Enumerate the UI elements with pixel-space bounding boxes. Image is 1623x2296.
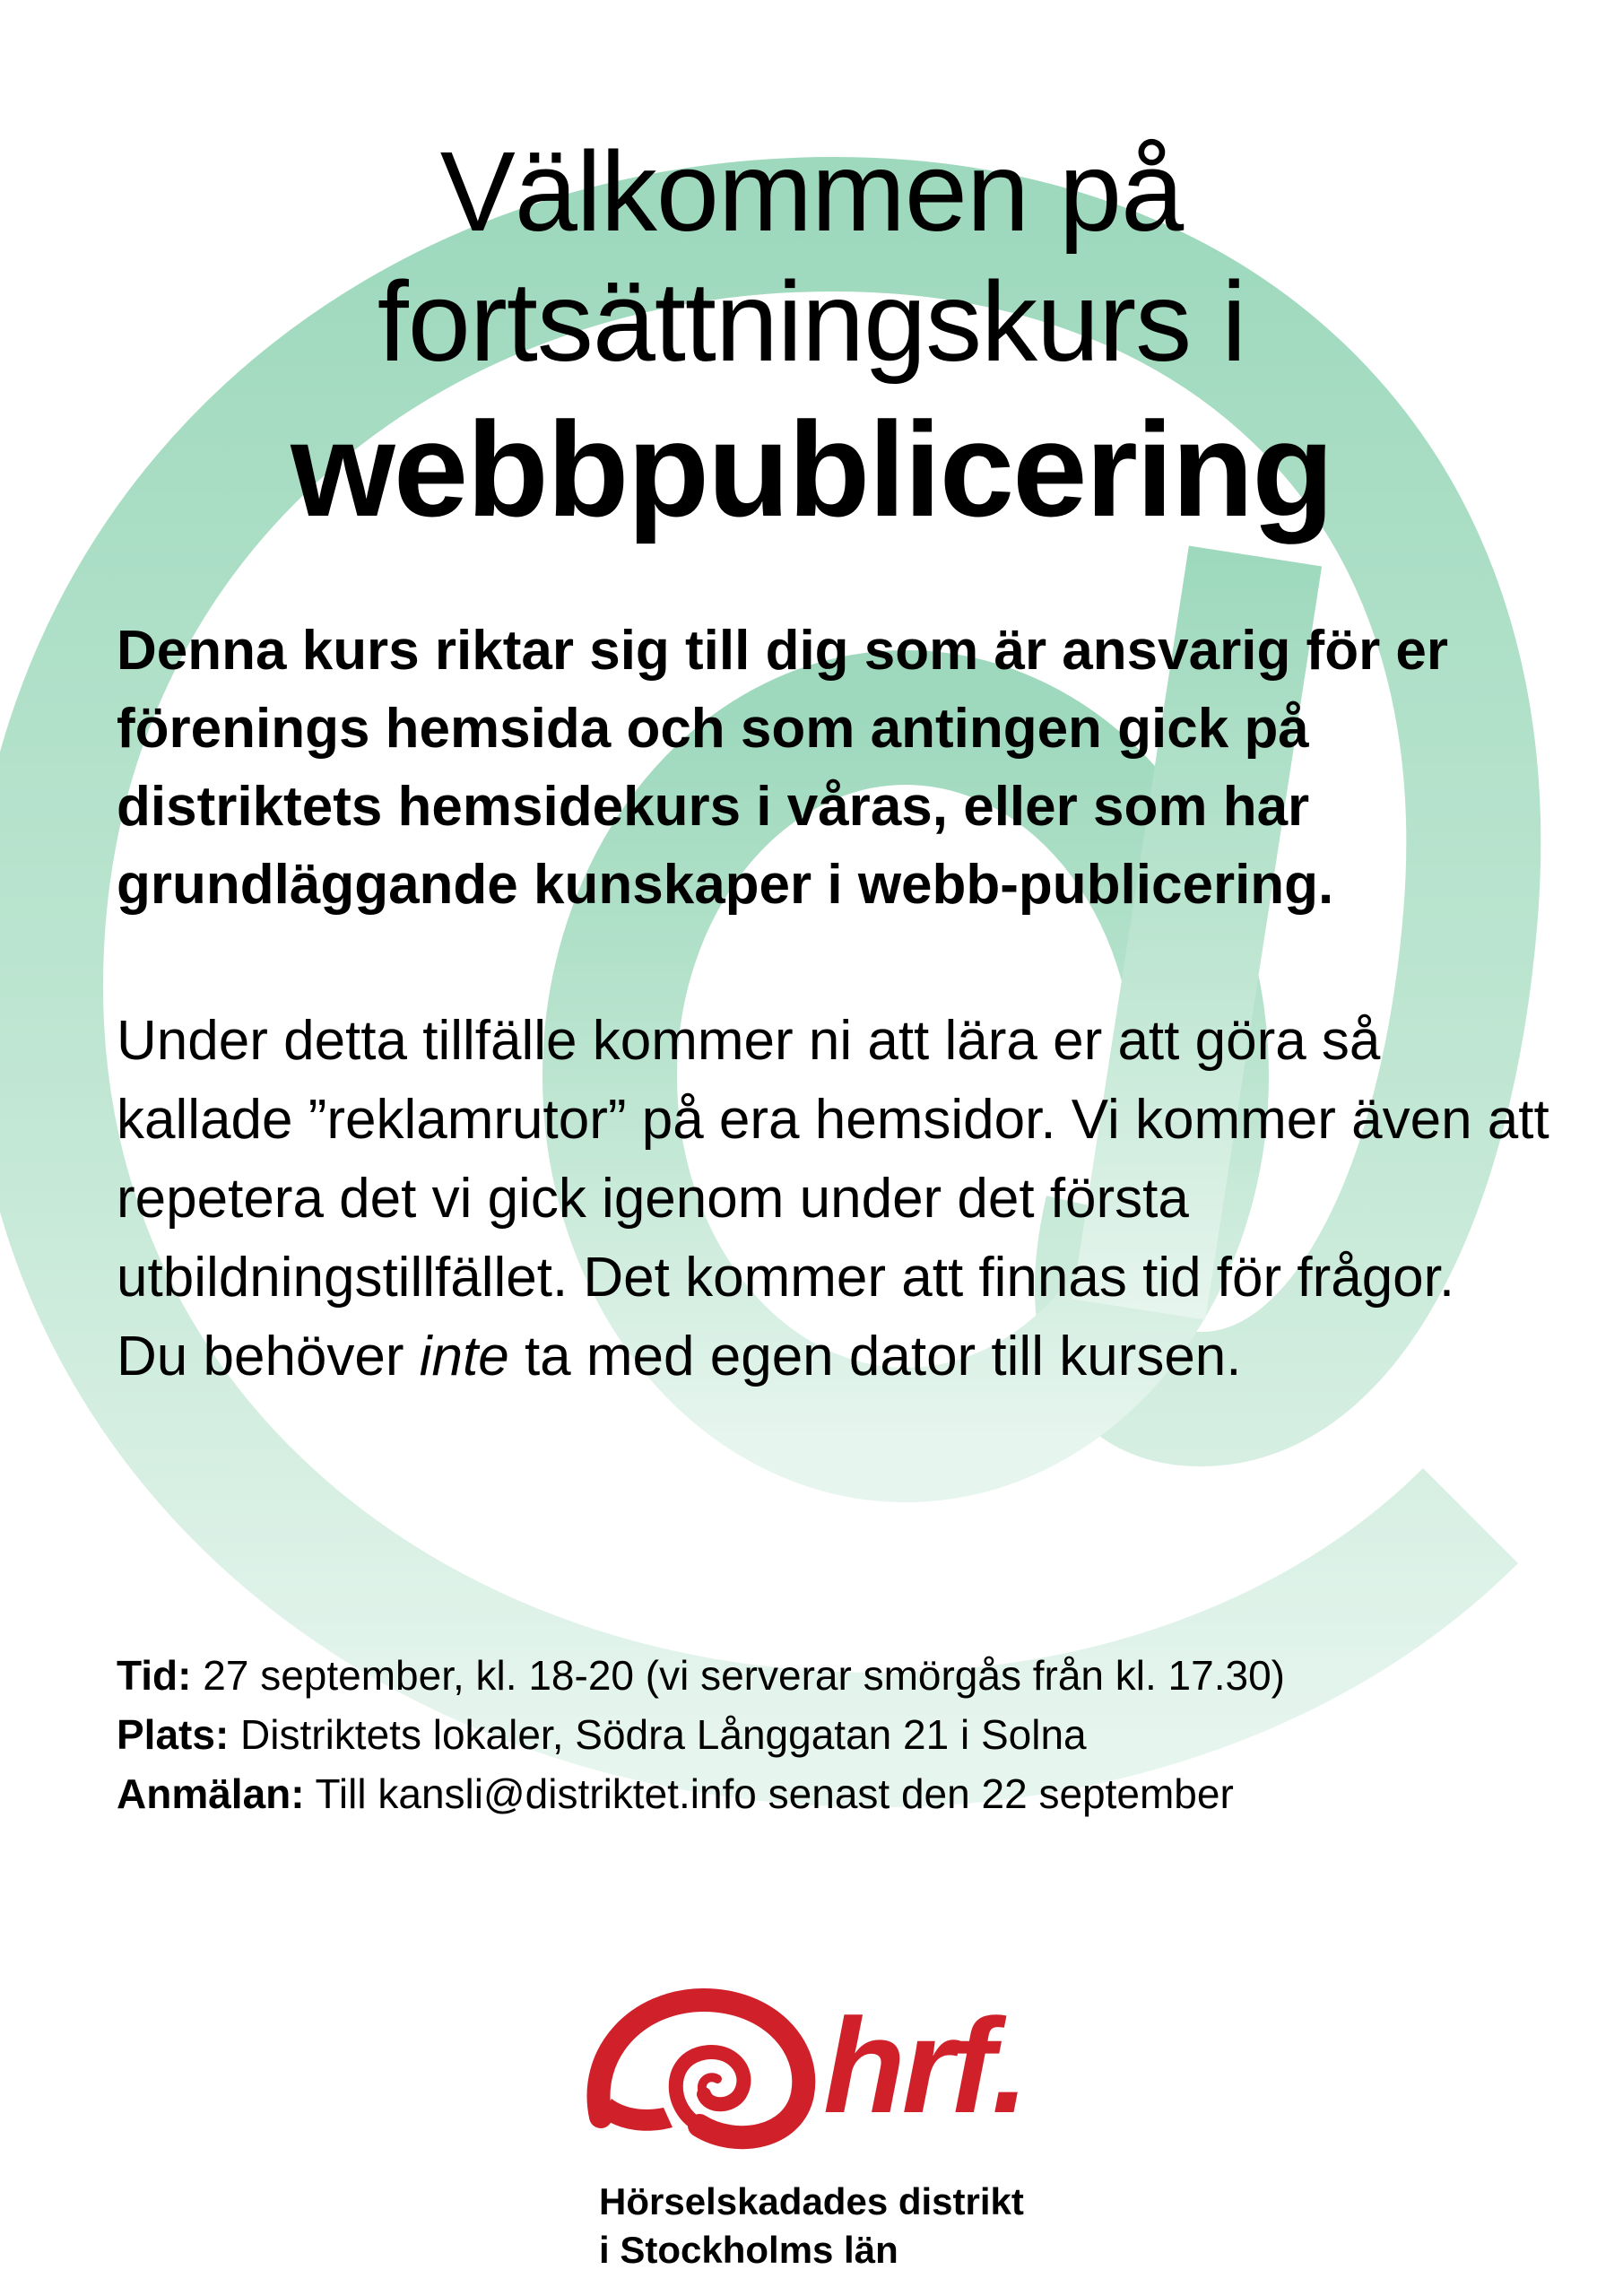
detail-signup <box>117 1764 1551 1823</box>
detail-signup-label: Anmälan: <box>117 1770 305 1817</box>
body-text <box>117 1002 1569 1396</box>
logo-wordmark: hrf. <box>823 1990 1026 2141</box>
org-line-2: i Stockholms län <box>599 2229 898 2271</box>
detail-time <box>117 1646 1551 1705</box>
page-title <box>0 126 1623 548</box>
detail-signup-value: Till kansli@distriktet.info senast den 22 september <box>304 1770 1234 1817</box>
intro-paragraph: Denna kurs riktar sig till dig som är ansvarig för er förenings hemsida och som antingen gick på distriktets hemsidekurs i våras, eller som har grundläggande kunskaper i webb-publicering. <box>117 620 1449 916</box>
body-paragraph-2-emphasis: inte <box>419 1326 509 1387</box>
body-paragraph-1: Under detta tillfälle kommer ni att lära er att göra så kallade ”reklamrutor” på era hemsidor. Vi kommer även att repetera det vi gick igenom under det första utbildningstillfället. Det kommer att finnas tid för frågor. <box>117 1010 1549 1309</box>
title-line-3: webbpublicering <box>291 394 1332 545</box>
detail-place <box>117 1705 1551 1764</box>
detail-place-value: Distriktets lokaler, Södra Långgatan 21 i Solna <box>229 1711 1087 1758</box>
organization-name <box>599 2178 1024 2274</box>
detail-time-label: Tid: <box>117 1652 192 1699</box>
title-line-1: Välkommen på <box>439 128 1184 256</box>
event-details <box>117 1646 1551 1823</box>
spiral-ear-icon <box>583 1973 825 2152</box>
org-line-1: Hörselskadades distrikt <box>599 2180 1024 2222</box>
body-paragraph-2-end: ta med egen dator till kursen. <box>508 1326 1242 1387</box>
detail-time-value: 27 september, kl. 18-20 (vi serverar smörgås från kl. 17.30) <box>191 1652 1285 1699</box>
body-paragraph-2-start: Du behöver <box>117 1326 420 1387</box>
body-paragraph-2 <box>117 1318 1569 1396</box>
detail-place-label: Plats: <box>117 1711 230 1758</box>
title-line-2: fortsättningskurs i <box>377 258 1246 386</box>
